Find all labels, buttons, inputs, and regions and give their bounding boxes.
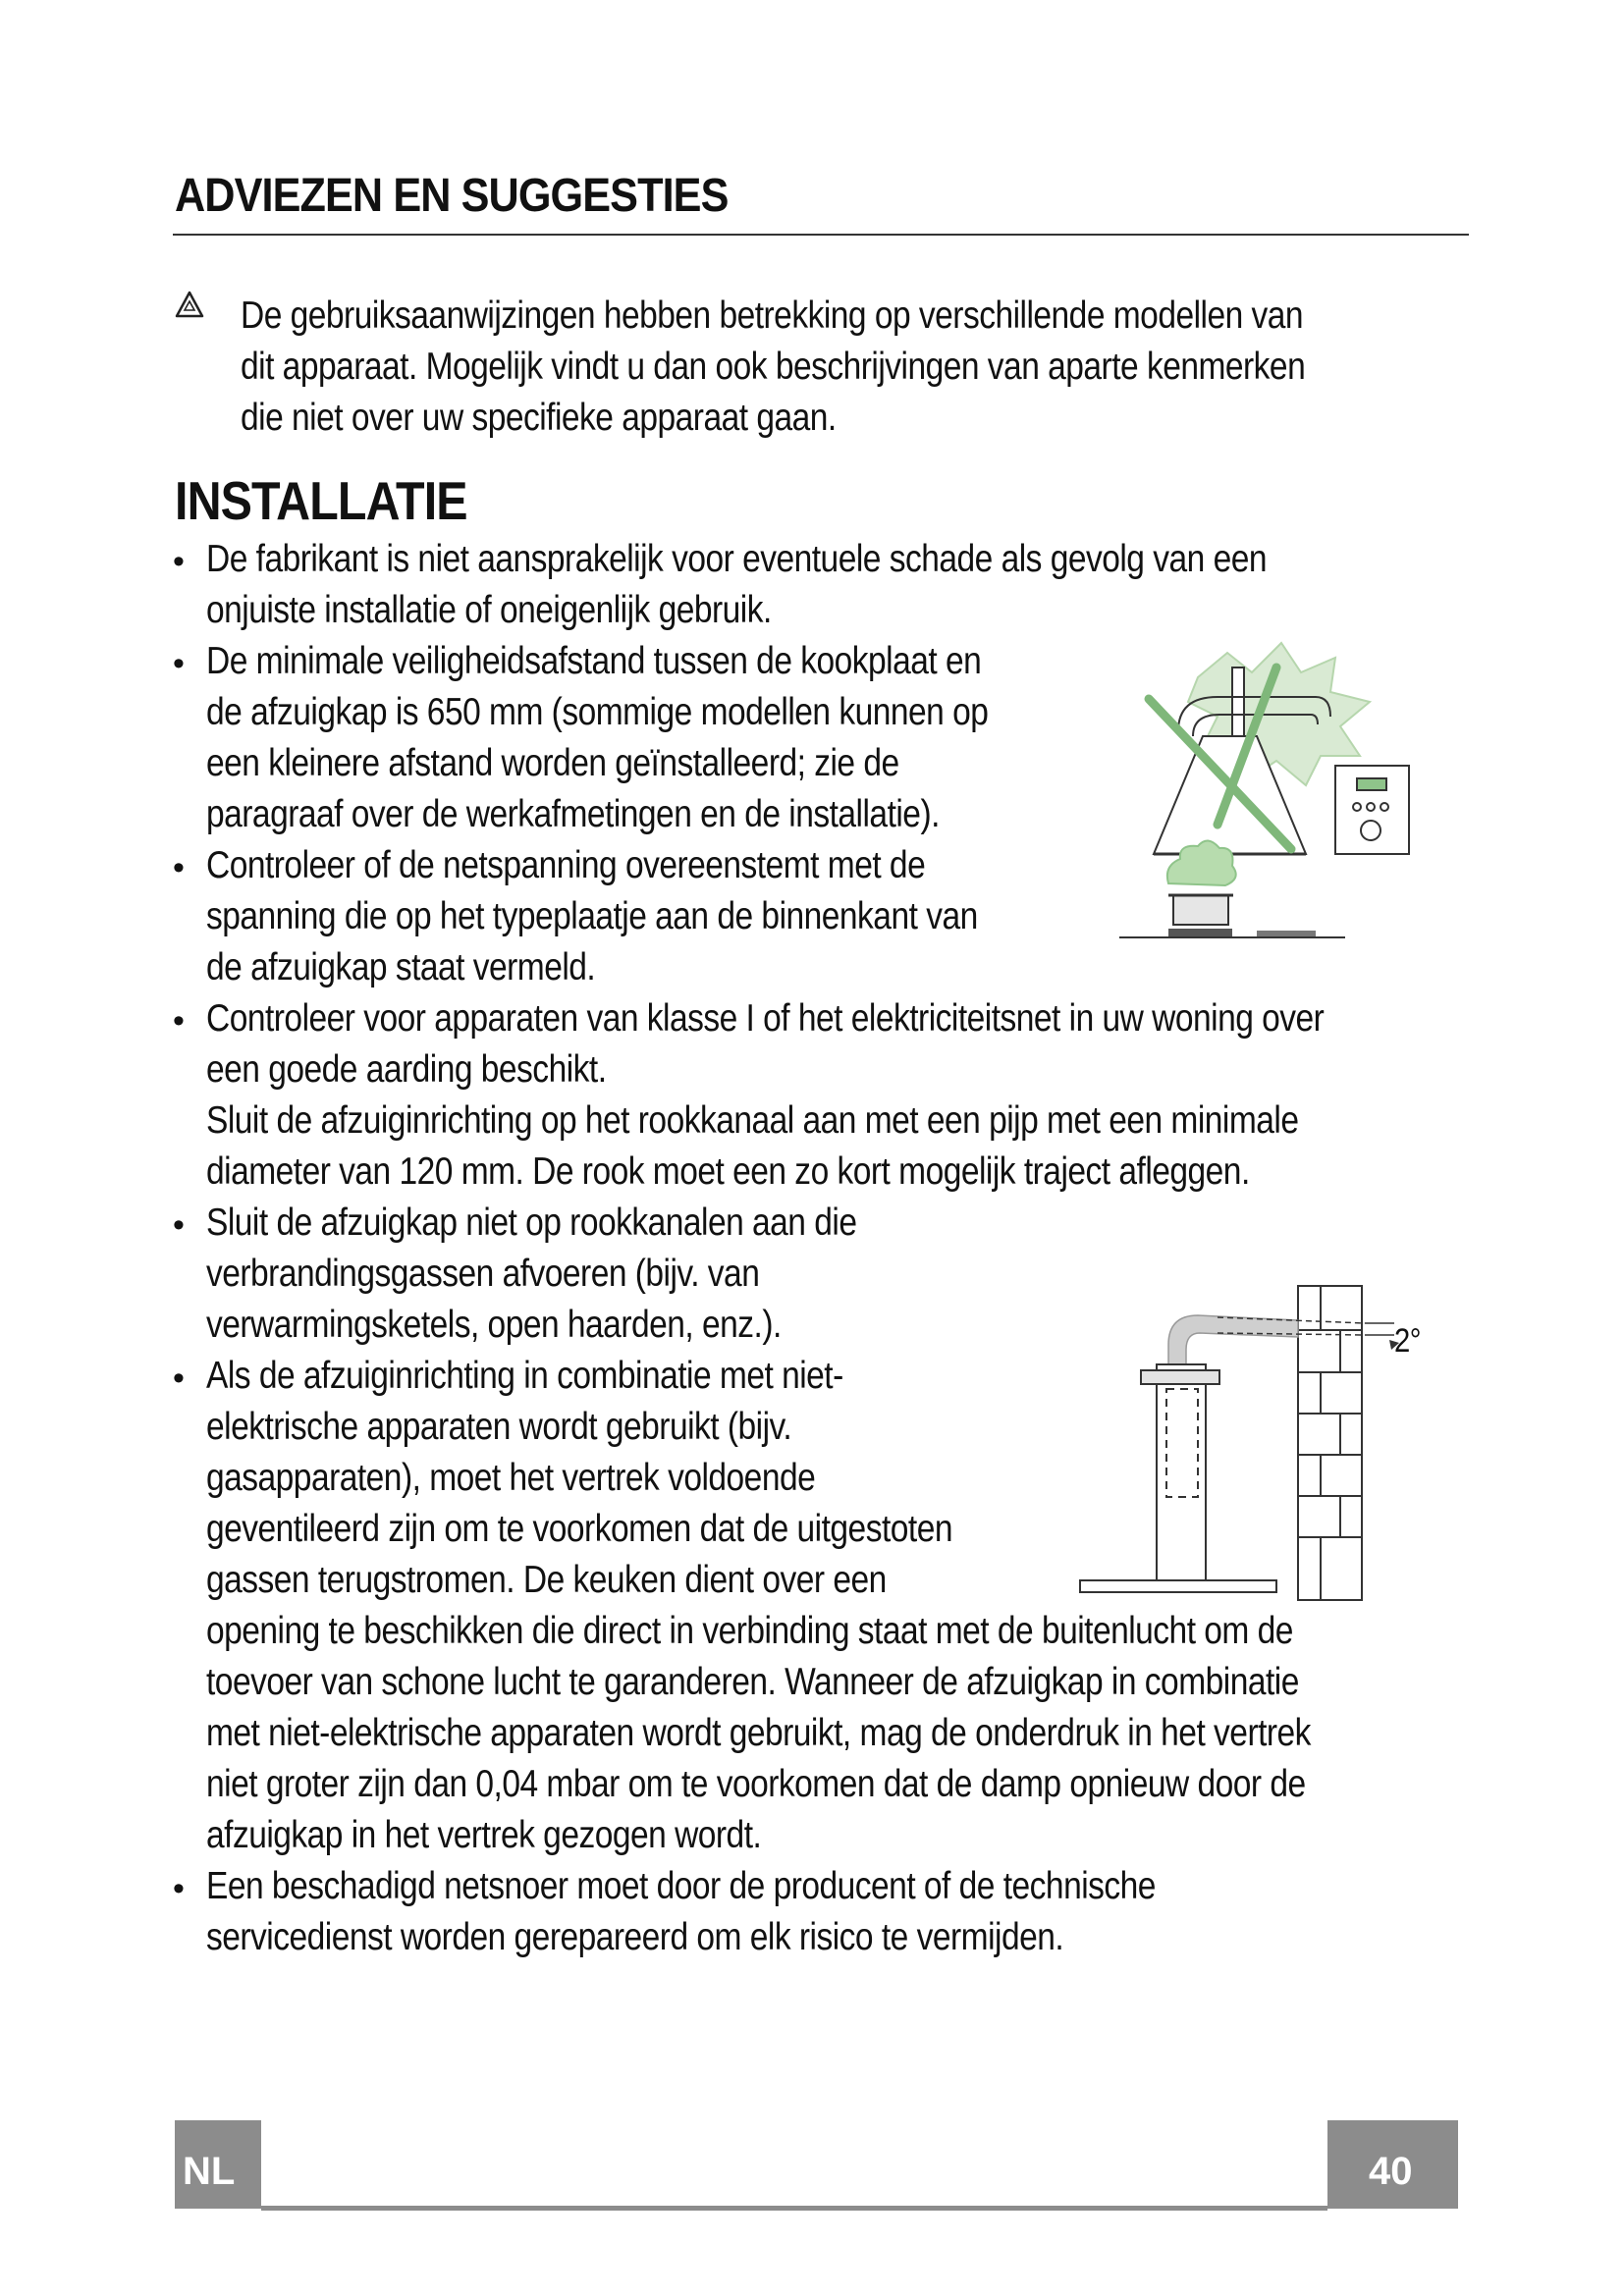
heading-installation: INSTALLATIE	[175, 470, 467, 531]
warning-line: dit apparaat. Mogelijk vindt u dan ook beschrijvingen van aparte kenmerken	[241, 346, 1306, 388]
bullet-marker: •	[173, 849, 185, 886]
bullet-line: verbrandingsgassen afvoeren (bijv. van	[206, 1253, 760, 1295]
hood-chimney	[1080, 1364, 1276, 1592]
bullet-line: de afzuigkap staat vermeld.	[206, 946, 596, 988]
bullet-marker: •	[173, 645, 185, 682]
bullet-marker: •	[173, 1002, 185, 1040]
bullet-line: Sluit de afzuiginrichting op het rookkanaal aan met een pijp met een minimale	[206, 1099, 1299, 1142]
bullet-line: opening te beschikken die direct in verbinding staat met de buitenlucht om de	[206, 1610, 1293, 1652]
bullet-line: servicedienst worden gerepareerd om elk risico te vermijden.	[206, 1916, 1064, 1958]
bullet-line: met niet-elektrische apparaten wordt gebruikt, mag de onderdruk in het vertrek	[206, 1712, 1311, 1754]
warning-icon	[175, 291, 204, 318]
cooktop-with-pot	[1119, 840, 1345, 937]
bullet-line: elektrische apparaten wordt gebruikt (bijv.	[206, 1406, 792, 1448]
bullet-line: Als de afzuiginrichting in combinatie met niet-	[206, 1355, 843, 1397]
bullet-marker: •	[173, 543, 185, 580]
bullet-line: een goede aarding beschikt.	[206, 1048, 607, 1091]
bullet-marker: •	[173, 1360, 185, 1397]
angle-label: 2°	[1394, 1322, 1421, 1360]
bullet-line: gasapparaten), moet het vertrek voldoende	[206, 1457, 816, 1499]
footer-page-tab	[1327, 2120, 1458, 2209]
heading-rule	[173, 234, 1469, 236]
bullet-line: Een beschadigd netsnoer moet door de producent of de technische	[206, 1865, 1156, 1907]
bullet-line: Sluit de afzuigkap niet op rookkanalen aan die	[206, 1201, 857, 1244]
control-unit	[1335, 766, 1409, 854]
bullet-line: paragraaf over de werkafmetingen en de installatie).	[206, 793, 940, 835]
bullet-marker: •	[173, 1870, 185, 1907]
bullet-line: verwarmingsketels, open haarden, enz.).	[206, 1304, 782, 1346]
bullet-line: de afzuigkap is 650 mm (sommige modellen kunnen op	[206, 691, 989, 733]
bullet-line: geventileerd zijn om te voorkomen dat de uitgestoten	[206, 1508, 952, 1550]
hood-distance-illustration	[1110, 638, 1434, 952]
bullet-line: diameter van 120 mm. De rook moet een zo kort mogelijk traject afleggen.	[206, 1150, 1250, 1193]
heading-advice: ADVIEZEN EN SUGGESTIES	[175, 170, 729, 222]
bullet-line: toevoer van schone lucht te garanderen. Wanneer de afzuigkap in combinatie	[206, 1661, 1299, 1703]
footer-rule	[261, 2206, 1327, 2211]
duct-pipe	[1168, 1315, 1399, 1364]
bullet-line: Controleer of de netspanning overeenstemt met de	[206, 844, 926, 886]
duct-connection-illustration	[1070, 1276, 1443, 1610]
warning-line: De gebruiksaanwijzingen hebben betrekking op verschillende modellen van	[241, 294, 1304, 337]
footer-language-tab	[175, 2120, 261, 2209]
bullet-line: De minimale veiligheidsafstand tussen de kookplaat en	[206, 640, 982, 682]
bullet-line: spanning die op het typeplaatje aan de binnenkant van	[206, 895, 978, 937]
bullet-line: De fabrikant is niet aansprakelijk voor eventuele schade als gevolg van een	[206, 538, 1267, 580]
bullet-line: onjuiste installatie of oneigenlijk gebruik.	[206, 589, 772, 631]
language-code: NL	[183, 2150, 236, 2193]
bullet-line: niet groter zijn dan 0,04 mbar om te voorkomen dat de damp opnieuw door de	[206, 1763, 1306, 1805]
bullet-line: afzuigkap in het vertrek gezogen wordt.	[206, 1814, 762, 1856]
bullet-line: Controleer voor apparaten van klasse I of het elektriciteitsnet in uw woning over	[206, 997, 1325, 1040]
bullet-line: gassen terugstromen. De keuken dient over een	[206, 1559, 887, 1601]
warning-line: die niet over uw specifieke apparaat gaan.	[241, 397, 837, 439]
bullet-marker: •	[173, 1206, 185, 1244]
page-number: 40	[1369, 2150, 1413, 2193]
brick-wall	[1298, 1286, 1362, 1600]
warning-paragraph	[241, 291, 1338, 444]
bullet-line: een kleinere afstand worden geïnstalleerd; zie de	[206, 742, 899, 784]
